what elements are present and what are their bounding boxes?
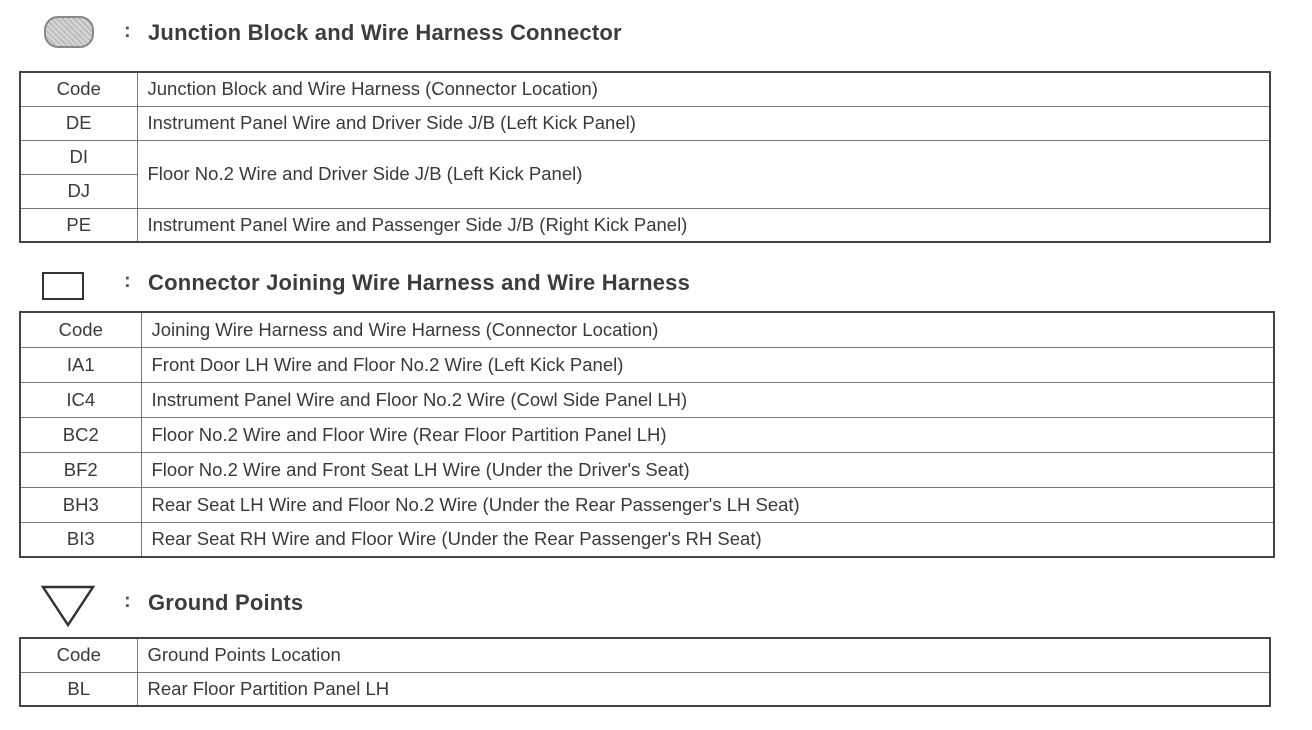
code-column-header: Code <box>20 72 137 106</box>
code-cell: BC2 <box>20 417 141 452</box>
code-column-header: Code <box>20 638 137 672</box>
table-row <box>20 347 1274 382</box>
table-row <box>20 208 1270 242</box>
code-cell: DI <box>20 140 137 174</box>
table-header-row <box>20 72 1270 106</box>
table-row <box>20 452 1274 487</box>
location-column-header: Junction Block and Wire Harness (Connector Location) <box>137 72 1270 106</box>
code-cell: IC4 <box>20 382 141 417</box>
location-cell: Floor No.2 Wire and Driver Side J/B (Left Kick Panel) <box>137 140 1270 208</box>
table-header-row <box>20 312 1274 347</box>
junction-colon: : <box>124 20 131 42</box>
connector-symbol-icon <box>42 272 84 300</box>
ground-colon: : <box>124 590 131 612</box>
code-cell: DJ <box>20 174 137 208</box>
connector-section-heading <box>0 264 1312 304</box>
table-row <box>20 382 1274 417</box>
location-cell: Floor No.2 Wire and Front Seat LH Wire (Under the Driver's Seat) <box>141 452 1274 487</box>
code-cell: BF2 <box>20 452 141 487</box>
code-cell: BH3 <box>20 487 141 522</box>
location-cell: Instrument Panel Wire and Passenger Side J/B (Right Kick Panel) <box>137 208 1270 242</box>
table-header-row <box>20 638 1270 672</box>
ground-section-title: Ground Points <box>148 590 304 615</box>
location-cell: Instrument Panel Wire and Floor No.2 Wire (Cowl Side Panel LH) <box>141 382 1274 417</box>
connector-table <box>19 311 1275 558</box>
location-cell: Rear Floor Partition Panel LH <box>137 672 1270 706</box>
table-row <box>20 417 1274 452</box>
location-cell: Floor No.2 Wire and Floor Wire (Rear Floor Partition Panel LH) <box>141 417 1274 452</box>
ground-table <box>19 637 1271 707</box>
table-row <box>20 140 1270 174</box>
table-row <box>20 487 1274 522</box>
code-cell: BL <box>20 672 137 706</box>
junction-table <box>19 71 1271 243</box>
ground-point-triangle-icon <box>40 584 96 628</box>
location-cell: Rear Seat RH Wire and Floor Wire (Under the Rear Passenger's RH Seat) <box>141 522 1274 557</box>
connector-colon: : <box>124 270 131 292</box>
code-cell: DE <box>20 106 137 140</box>
code-cell: BI3 <box>20 522 141 557</box>
junction-section-title: Junction Block and Wire Harness Connector <box>148 20 622 45</box>
table-row <box>20 106 1270 140</box>
table-row <box>20 672 1270 706</box>
code-cell: PE <box>20 208 137 242</box>
junction-block-symbol-icon <box>44 16 94 48</box>
code-cell: IA1 <box>20 347 141 382</box>
location-cell: Rear Seat LH Wire and Floor No.2 Wire (Under the Rear Passenger's LH Seat) <box>141 487 1274 522</box>
location-column-header: Ground Points Location <box>137 638 1270 672</box>
location-column-header: Joining Wire Harness and Wire Harness (Connector Location) <box>141 312 1274 347</box>
junction-section-heading <box>0 14 1312 54</box>
location-cell: Instrument Panel Wire and Driver Side J/B (Left Kick Panel) <box>137 106 1270 140</box>
ground-section-heading <box>0 582 1312 622</box>
connector-section-title: Connector Joining Wire Harness and Wire Harness <box>148 270 691 295</box>
code-column-header: Code <box>20 312 141 347</box>
location-cell: Front Door LH Wire and Floor No.2 Wire (Left Kick Panel) <box>141 347 1274 382</box>
table-row <box>20 522 1274 557</box>
